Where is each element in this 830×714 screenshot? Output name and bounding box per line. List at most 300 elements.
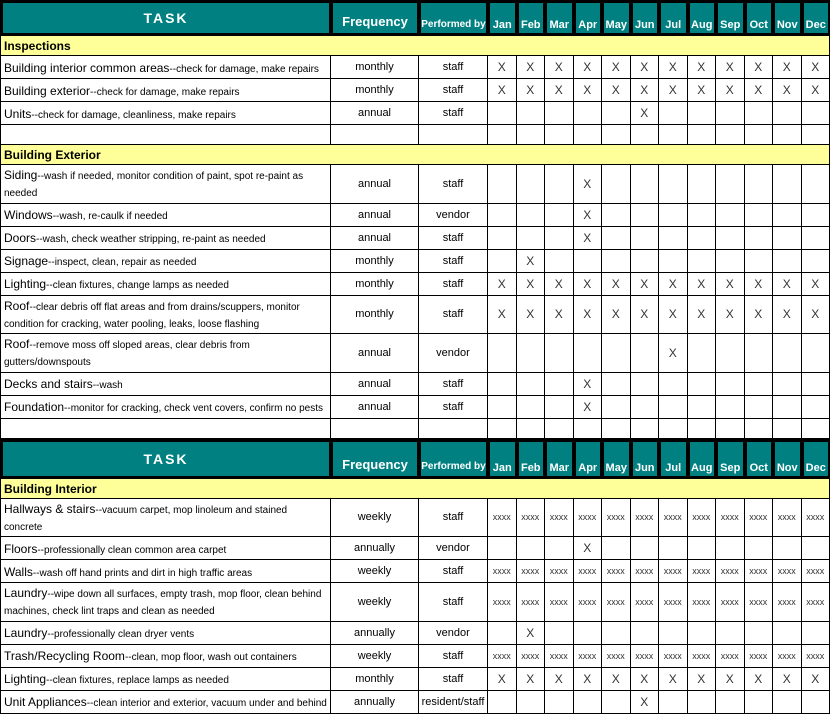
month-cell-may: X	[602, 56, 631, 79]
month-cell-mar	[545, 204, 574, 227]
frequency-cell: weekly	[331, 583, 419, 622]
month-cell-nov	[773, 102, 802, 125]
month-cell-mar	[545, 165, 574, 204]
performed-by-cell: staff	[419, 645, 488, 668]
month-cell-dec: xxxx	[802, 560, 830, 583]
task-text	[4, 540, 226, 557]
month-cell-jul	[659, 227, 688, 250]
month-cell-jun	[631, 622, 660, 645]
task-row	[0, 296, 830, 335]
frequency-cell: annual	[331, 396, 419, 419]
performed-by-cell: staff	[419, 373, 488, 396]
task-text	[4, 398, 323, 415]
month-cell-oct	[745, 396, 774, 419]
month-cell-mar	[545, 537, 574, 560]
month-cell-mar	[545, 250, 574, 273]
task-description: --wash off hand prints and dirt in high traffic areas	[33, 568, 252, 579]
month-cell-jan	[488, 373, 517, 396]
month-cell-apr: X	[574, 204, 603, 227]
month-cell-jul	[659, 165, 688, 204]
month-cell-nov	[773, 373, 802, 396]
month-cell-mar: xxxx	[545, 560, 574, 583]
month-cell-jun	[631, 125, 660, 145]
month-cell-jul: X	[659, 273, 688, 296]
month-cell-dec	[802, 373, 830, 396]
month-cell-sep: X	[716, 668, 745, 691]
month-cell-apr: xxxx	[574, 560, 603, 583]
month-cell-mar: X	[545, 668, 574, 691]
task-description: --professionally clean common area carpet	[37, 545, 226, 556]
month-cell-jul	[659, 373, 688, 396]
month-cell-oct: X	[745, 668, 774, 691]
month-cell-jun	[631, 537, 660, 560]
month-cell-oct	[745, 102, 774, 125]
month-cell-sep: xxxx	[716, 499, 745, 538]
month-cell-may: xxxx	[602, 645, 631, 668]
task-cell	[0, 334, 331, 373]
month-cell-jul	[659, 419, 688, 439]
month-cell-aug	[688, 165, 717, 204]
task-description: --check for damage, make repairs	[169, 64, 319, 75]
month-cell-jan: xxxx	[488, 645, 517, 668]
month-cell-aug	[688, 537, 717, 560]
month-cell-feb	[517, 537, 546, 560]
month-cell-jan	[488, 250, 517, 273]
column-header-performed-by: Performed by	[421, 3, 486, 33]
empty-row	[0, 419, 830, 439]
month-cell-mar: xxxx	[545, 499, 574, 538]
month-cell-dec	[802, 204, 830, 227]
month-cell-aug	[688, 250, 717, 273]
task-cell	[0, 560, 331, 583]
month-cell-jun	[631, 396, 660, 419]
task-name: Signage	[4, 254, 48, 268]
month-cell-may	[602, 204, 631, 227]
month-cell-sep	[716, 227, 745, 250]
month-cell-mar: X	[545, 79, 574, 102]
task-cell	[0, 622, 331, 645]
column-header-month-sep: Sep	[718, 442, 743, 476]
column-header-month-nov: Nov	[775, 3, 800, 33]
task-description: --remove moss off sloped areas, clear debris from gutters/downspouts	[4, 340, 250, 368]
task-text	[4, 624, 194, 641]
frequency-cell: annually	[331, 622, 419, 645]
month-cell-feb: X	[517, 668, 546, 691]
column-header-month-aug: Aug	[690, 3, 715, 33]
month-cell-jul: X	[659, 668, 688, 691]
task-row	[0, 668, 830, 691]
month-cell-dec: X	[802, 56, 830, 79]
month-cell-oct	[745, 537, 774, 560]
performed-by-cell: staff	[419, 165, 488, 204]
month-cell-mar	[545, 334, 574, 373]
performed-by-cell: vendor	[419, 204, 488, 227]
column-header-task: TASK	[3, 442, 329, 476]
performed-by-cell: staff	[419, 296, 488, 335]
month-cell-may	[602, 537, 631, 560]
month-cell-dec	[802, 250, 830, 273]
month-cell-nov	[773, 537, 802, 560]
frequency-cell: monthly	[331, 296, 419, 335]
month-cell-jan: xxxx	[488, 560, 517, 583]
month-cell-apr	[574, 102, 603, 125]
month-cell-jul: X	[659, 56, 688, 79]
month-cell-aug: X	[688, 79, 717, 102]
month-cell-dec: X	[802, 79, 830, 102]
month-cell-dec: X	[802, 273, 830, 296]
month-cell-jan: X	[488, 56, 517, 79]
month-cell-nov	[773, 334, 802, 373]
month-cell-sep: xxxx	[716, 583, 745, 622]
month-cell-feb	[517, 419, 546, 439]
month-cell-aug	[688, 396, 717, 419]
month-cell-nov: X	[773, 273, 802, 296]
frequency-cell: annual	[331, 334, 419, 373]
column-header-month-oct: Oct	[747, 3, 772, 33]
performed-by-cell: staff	[419, 560, 488, 583]
month-cell-may: X	[602, 296, 631, 335]
task-description: --wash, re-caulk if needed	[53, 211, 168, 222]
month-cell-may: X	[602, 273, 631, 296]
task-cell	[0, 250, 331, 273]
month-cell-jun: X	[631, 296, 660, 335]
month-cell-aug: X	[688, 56, 717, 79]
task-description: --clean interior and exterior, vacuum under and behind	[87, 698, 327, 709]
frequency-cell: monthly	[331, 250, 419, 273]
month-cell-aug	[688, 419, 717, 439]
month-cell-apr	[574, 622, 603, 645]
month-cell-mar	[545, 396, 574, 419]
month-cell-feb	[517, 102, 546, 125]
month-cell-jan: X	[488, 79, 517, 102]
month-cell-jul	[659, 396, 688, 419]
month-cell-feb	[517, 165, 546, 204]
month-cell-feb: xxxx	[517, 583, 546, 622]
month-cell-jul: xxxx	[659, 645, 688, 668]
month-cell-may	[602, 250, 631, 273]
month-cell-aug: X	[688, 296, 717, 335]
task-name: Unit Appliances	[4, 695, 87, 709]
task-description: --wipe down all surfaces, empty trash, mop floor, clean behind machines, check lint traps and clean as needed	[4, 589, 321, 617]
month-cell-oct: X	[745, 296, 774, 335]
month-cell-apr	[574, 250, 603, 273]
performed-by-cell: staff	[419, 273, 488, 296]
month-cell-dec	[802, 165, 830, 204]
task-text	[4, 59, 319, 76]
section-header-inspections	[0, 36, 830, 56]
task-row	[0, 537, 830, 560]
section-title: Building Interior	[4, 482, 97, 496]
month-cell-sep	[716, 373, 745, 396]
task-row	[0, 79, 830, 102]
month-cell-mar	[545, 373, 574, 396]
task-description: --wash if needed, monitor condition of paint, spot re-paint as needed	[4, 171, 303, 199]
month-cell-nov	[773, 165, 802, 204]
month-cell-may	[602, 396, 631, 419]
section-header-building-interior	[0, 479, 830, 499]
task-cell	[0, 583, 331, 622]
task-description: --clean fixtures, change lamps as needed	[46, 280, 229, 291]
month-cell-jun	[631, 373, 660, 396]
task-name: Doors	[4, 231, 36, 245]
month-cell-mar: xxxx	[545, 645, 574, 668]
performed-by-cell: staff	[419, 79, 488, 102]
task-text	[4, 584, 328, 619]
month-cell-jan	[488, 125, 517, 145]
task-name: Building interior common areas	[4, 61, 169, 75]
month-cell-jun: X	[631, 273, 660, 296]
performed-by-cell	[419, 419, 488, 439]
task-name: Laundry	[4, 626, 47, 640]
month-cell-oct: xxxx	[745, 645, 774, 668]
performed-by-cell: staff	[419, 56, 488, 79]
task-row	[0, 102, 830, 125]
task-description: --clean, mop floor, wash out containers	[125, 652, 297, 663]
month-cell-sep	[716, 165, 745, 204]
month-cell-sep	[716, 537, 745, 560]
month-cell-jan	[488, 691, 517, 714]
month-cell-may	[602, 125, 631, 145]
month-cell-jul: xxxx	[659, 583, 688, 622]
task-text	[4, 82, 240, 99]
month-cell-aug: xxxx	[688, 583, 717, 622]
task-row	[0, 499, 830, 538]
month-cell-apr: X	[574, 273, 603, 296]
month-cell-may: xxxx	[602, 499, 631, 538]
month-cell-nov: xxxx	[773, 560, 802, 583]
month-cell-apr	[574, 419, 603, 439]
month-cell-aug: xxxx	[688, 499, 717, 538]
month-cell-aug: X	[688, 273, 717, 296]
month-cell-jun: X	[631, 102, 660, 125]
column-header-month-jan: Jan	[490, 3, 515, 33]
task-name: Roof	[4, 299, 29, 313]
frequency-cell: annual	[331, 165, 419, 204]
task-name: Lighting	[4, 277, 46, 291]
task-description: --professionally clean dryer vents	[47, 629, 194, 640]
task-name: Walls	[4, 565, 33, 579]
column-header-month-oct: Oct	[747, 442, 772, 476]
month-cell-oct	[745, 691, 774, 714]
frequency-cell: weekly	[331, 499, 419, 538]
column-header-row	[0, 0, 830, 36]
month-cell-jul: X	[659, 334, 688, 373]
month-cell-oct	[745, 622, 774, 645]
month-cell-aug	[688, 227, 717, 250]
month-cell-dec	[802, 102, 830, 125]
month-cell-dec	[802, 537, 830, 560]
month-cell-jul	[659, 250, 688, 273]
frequency-cell	[331, 419, 419, 439]
month-cell-may	[602, 165, 631, 204]
month-cell-feb: X	[517, 56, 546, 79]
month-cell-sep	[716, 396, 745, 419]
month-cell-jul	[659, 102, 688, 125]
month-cell-feb	[517, 334, 546, 373]
month-cell-jul	[659, 537, 688, 560]
performed-by-cell: staff	[419, 227, 488, 250]
task-row	[0, 691, 830, 714]
month-cell-jun	[631, 334, 660, 373]
task-cell	[0, 296, 331, 335]
frequency-cell: annually	[331, 537, 419, 560]
task-text	[4, 275, 229, 292]
month-cell-nov	[773, 691, 802, 714]
task-description: --check for damage, cleanliness, make repairs	[31, 110, 236, 121]
frequency-cell	[331, 125, 419, 145]
task-cell	[0, 537, 331, 560]
task-row	[0, 622, 830, 645]
month-cell-aug	[688, 334, 717, 373]
task-description: --monitor for cracking, check vent covers, confirm no pests	[64, 403, 323, 414]
month-cell-jul: X	[659, 79, 688, 102]
month-cell-may	[602, 334, 631, 373]
month-cell-oct	[745, 227, 774, 250]
empty-row	[0, 125, 830, 145]
task-row	[0, 250, 830, 273]
task-text	[4, 670, 229, 687]
frequency-cell: annual	[331, 204, 419, 227]
month-cell-jan	[488, 204, 517, 227]
month-cell-may	[602, 691, 631, 714]
month-cell-jan: xxxx	[488, 499, 517, 538]
month-cell-may: xxxx	[602, 560, 631, 583]
month-cell-sep	[716, 250, 745, 273]
month-cell-dec	[802, 334, 830, 373]
month-cell-apr: X	[574, 396, 603, 419]
month-cell-nov	[773, 227, 802, 250]
task-description: --vacuum carpet, mop linoleum and stained concrete	[4, 505, 287, 533]
month-cell-jul	[659, 622, 688, 645]
task-name: Units	[4, 107, 31, 121]
task-row	[0, 334, 830, 373]
month-cell-dec: xxxx	[802, 583, 830, 622]
task-name: Trash/Recycling Room	[4, 649, 125, 663]
month-cell-dec: X	[802, 296, 830, 335]
column-header-month-may: May	[604, 3, 629, 33]
column-header-performed-by: Performed by	[421, 442, 486, 476]
month-cell-jan: X	[488, 296, 517, 335]
month-cell-sep	[716, 334, 745, 373]
task-name: Lighting	[4, 672, 46, 686]
task-text	[4, 105, 236, 122]
month-cell-dec	[802, 227, 830, 250]
task-row	[0, 560, 830, 583]
task-row	[0, 273, 830, 296]
column-header-row	[0, 439, 830, 479]
column-header-month-aug: Aug	[690, 442, 715, 476]
month-cell-aug: xxxx	[688, 560, 717, 583]
month-cell-aug	[688, 125, 717, 145]
task-cell	[0, 396, 331, 419]
month-cell-oct	[745, 125, 774, 145]
month-cell-jan	[488, 419, 517, 439]
month-cell-feb: X	[517, 296, 546, 335]
month-cell-feb: xxxx	[517, 645, 546, 668]
task-row	[0, 56, 830, 79]
month-cell-apr: X	[574, 79, 603, 102]
month-cell-feb	[517, 125, 546, 145]
month-cell-nov: xxxx	[773, 583, 802, 622]
month-cell-apr: X	[574, 227, 603, 250]
month-cell-nov: X	[773, 56, 802, 79]
month-cell-apr: X	[574, 537, 603, 560]
month-cell-sep: X	[716, 79, 745, 102]
column-header-month-sep: Sep	[718, 3, 743, 33]
task-text	[4, 335, 328, 370]
column-header-month-dec: Dec	[804, 3, 829, 33]
month-cell-feb	[517, 204, 546, 227]
month-cell-mar	[545, 691, 574, 714]
month-cell-sep: X	[716, 273, 745, 296]
month-cell-nov	[773, 396, 802, 419]
frequency-cell: annual	[331, 102, 419, 125]
column-header-month-apr: Apr	[576, 3, 601, 33]
frequency-cell: annually	[331, 691, 419, 714]
month-cell-apr: xxxx	[574, 499, 603, 538]
month-cell-jan	[488, 396, 517, 419]
month-cell-jan	[488, 227, 517, 250]
month-cell-mar: xxxx	[545, 583, 574, 622]
month-cell-may	[602, 227, 631, 250]
month-cell-sep	[716, 419, 745, 439]
month-cell-nov	[773, 622, 802, 645]
month-cell-jun	[631, 419, 660, 439]
month-cell-mar	[545, 227, 574, 250]
month-cell-oct	[745, 334, 774, 373]
column-header-month-dec: Dec	[804, 442, 829, 476]
month-cell-nov: xxxx	[773, 645, 802, 668]
task-cell	[0, 227, 331, 250]
month-cell-sep: X	[716, 296, 745, 335]
task-name: Building exterior	[4, 84, 90, 98]
month-cell-jun: X	[631, 668, 660, 691]
task-text	[4, 647, 297, 664]
column-header-task: TASK	[3, 3, 329, 33]
month-cell-nov: X	[773, 79, 802, 102]
task-name: Windows	[4, 208, 53, 222]
frequency-cell: annual	[331, 227, 419, 250]
month-cell-aug	[688, 622, 717, 645]
month-cell-apr: X	[574, 296, 603, 335]
task-cell	[0, 273, 331, 296]
month-cell-feb: xxxx	[517, 560, 546, 583]
month-cell-apr: X	[574, 56, 603, 79]
month-cell-apr: xxxx	[574, 583, 603, 622]
performed-by-cell: vendor	[419, 334, 488, 373]
performed-by-cell: staff	[419, 583, 488, 622]
task-text	[4, 297, 328, 332]
month-cell-oct: X	[745, 56, 774, 79]
month-cell-nov	[773, 125, 802, 145]
performed-by-cell: staff	[419, 668, 488, 691]
month-cell-apr	[574, 125, 603, 145]
month-cell-sep	[716, 102, 745, 125]
month-cell-oct	[745, 373, 774, 396]
month-cell-jan	[488, 622, 517, 645]
column-header-month-jun: Jun	[633, 3, 658, 33]
task-cell	[0, 373, 331, 396]
month-cell-aug	[688, 691, 717, 714]
month-cell-jul: xxxx	[659, 560, 688, 583]
task-description: --clean fixtures, replace lamps as needed	[46, 675, 229, 686]
month-cell-apr	[574, 334, 603, 373]
task-cell	[0, 204, 331, 227]
month-cell-aug: xxxx	[688, 645, 717, 668]
month-cell-sep: xxxx	[716, 645, 745, 668]
month-cell-mar	[545, 102, 574, 125]
frequency-cell: annual	[331, 373, 419, 396]
